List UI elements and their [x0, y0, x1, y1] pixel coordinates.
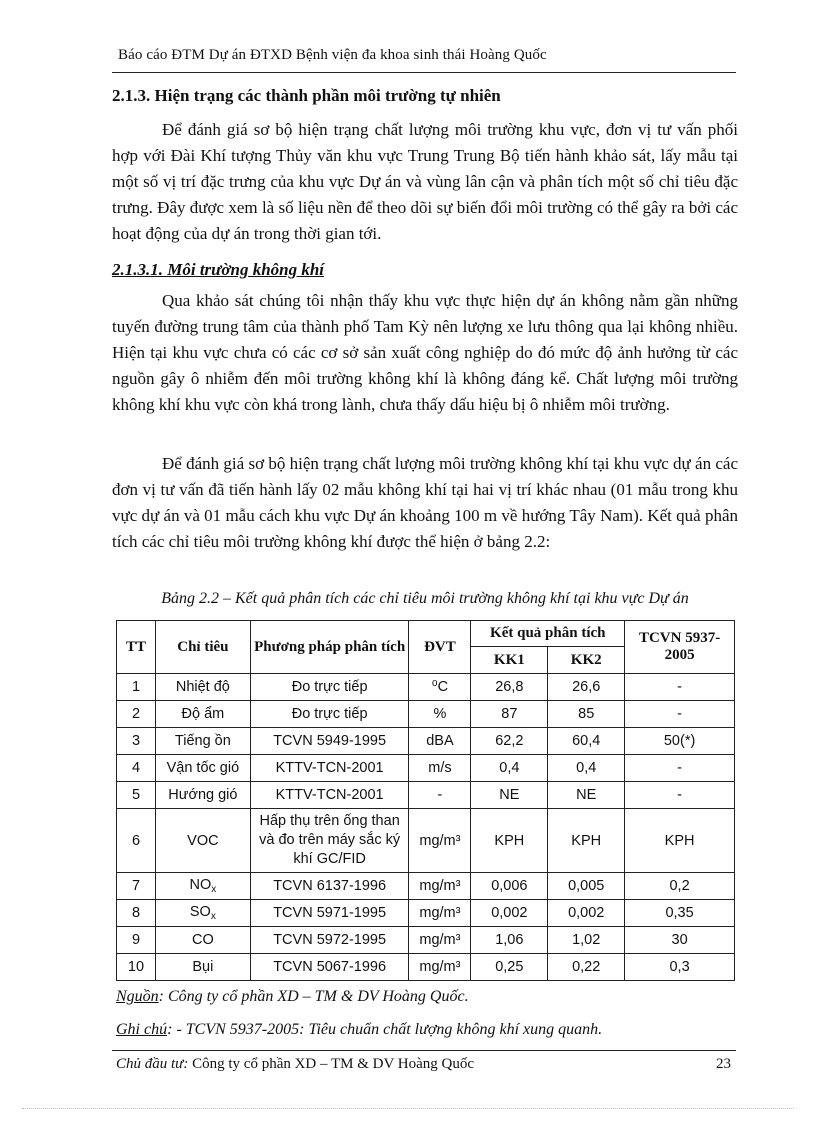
- cell-std: [625, 755, 735, 782]
- cell-tt: [117, 674, 156, 701]
- cell-kk1-text: 0,4: [499, 760, 520, 776]
- cell-unit-text: mg/m³: [419, 878, 461, 894]
- page-edge-dots: [22, 1108, 794, 1109]
- cell-method: [250, 755, 409, 782]
- header-kk1: KK1: [471, 647, 548, 674]
- header-tt: TT: [117, 621, 156, 674]
- cell-kk2: [548, 674, 625, 701]
- footer-company: Công ty cổ phần XD – TM & DV Hoàng Quốc: [188, 1056, 475, 1072]
- table-row: [117, 873, 735, 900]
- cell-kk2: [548, 809, 625, 873]
- cell-unit-text: m/s: [428, 760, 452, 776]
- cell-unit: [409, 701, 471, 728]
- cell-kk2: [548, 701, 625, 728]
- cell-kk2: [548, 873, 625, 900]
- cell-kk1: [471, 782, 548, 809]
- header-chitieu: Chỉ tiêu: [155, 621, 250, 674]
- cell-unit: [409, 809, 471, 873]
- cell-method-text: TCVN 6137-1996: [273, 878, 387, 894]
- cell-std: [625, 900, 735, 927]
- table-row: [117, 809, 735, 873]
- cell-tt: [117, 755, 156, 782]
- cell-unit-text: dBA: [426, 733, 454, 749]
- cell-name-subscript: x: [211, 884, 217, 895]
- cell-unit-text: %: [433, 706, 447, 722]
- cell-std: [625, 873, 735, 900]
- cell-method: [250, 674, 409, 701]
- table-row: [117, 755, 735, 782]
- table-row: [117, 927, 735, 954]
- cell-tt: [117, 728, 156, 755]
- cell-kk1: [471, 728, 548, 755]
- air-survey-paragraph: Qua khảo sát chúng tôi nhận thấy khu vực thực hiện dự án không nằm gần những tuyến đường trung tâm của thành phố Tam Kỳ nên lượng xe lưu thông qua lại không nhiều. Hiện tại khu vực chưa có các cơ sở sản xuất công nghiệp do đó mức độ ảnh hưởng từ các nguồn gây ô nhiễm đến môi trường không khí là không đáng kể. Chất lượng môi trường không khí khu vực còn khá trong lành, chưa thấy dấu hiệu bị ô nhiễm môi trường.: [112, 291, 738, 414]
- cell-kk2: [548, 900, 625, 927]
- cell-kk1: [471, 755, 548, 782]
- cell-kk1-text: 62,2: [495, 733, 524, 749]
- cell-name-subscript: x: [210, 911, 216, 922]
- cell-std: [625, 954, 735, 981]
- cell-method: [250, 701, 409, 728]
- cell-kk1: [471, 900, 548, 927]
- cell-std-text: 0,2: [669, 878, 690, 894]
- cell-name-text: Hướng gió: [168, 787, 238, 803]
- cell-method-text: TCVN 5971-1995: [273, 905, 387, 921]
- table-row: [117, 954, 735, 981]
- cell-name-text: Tiếng ồn: [174, 733, 231, 749]
- header-divider: [112, 72, 736, 73]
- cell-tt-text: 5: [131, 787, 141, 803]
- cell-kk1-text: KPH: [494, 832, 525, 849]
- source-text: : Công ty cổ phần XD – TM & DV Hoàng Quốc.: [158, 988, 469, 1005]
- source-note: [116, 988, 469, 1006]
- cell-tt-text: 4: [131, 760, 141, 776]
- cell-std-text: 0,3: [669, 959, 690, 975]
- remark-label: Ghi chú: [116, 1021, 168, 1038]
- cell-unit-text: mg/m³: [419, 905, 461, 921]
- cell-name: [155, 728, 250, 755]
- footer-divider: [112, 1050, 736, 1051]
- cell-tt-text: 7: [131, 878, 141, 894]
- cell-kk2-text: 85: [578, 706, 595, 722]
- table-row: [117, 728, 735, 755]
- page-number: 23: [716, 1056, 731, 1072]
- cell-kk2: [548, 728, 625, 755]
- footer-label: Chủ đầu tư:: [116, 1056, 189, 1072]
- cell-tt: [117, 954, 156, 981]
- cell-kk1-text: 0,25: [495, 959, 524, 975]
- cell-std-text: -: [677, 706, 682, 722]
- cell-kk1-text: 0,002: [491, 905, 528, 921]
- cell-name: [155, 782, 250, 809]
- cell-name: [155, 927, 250, 954]
- cell-name-text: Bụi: [192, 959, 214, 975]
- cell-unit: [409, 674, 471, 701]
- table-row: [117, 900, 735, 927]
- cell-tt: [117, 782, 156, 809]
- cell-tt: [117, 873, 156, 900]
- cell-kk2-text: 0,002: [568, 905, 605, 921]
- cell-kk1-text: 0,006: [491, 878, 528, 894]
- cell-method-text: Hấp thụ trên ống than và đo trên máy sắc ký khí GC/FID: [259, 813, 401, 867]
- cell-name-text: Vận tốc gió: [166, 760, 240, 776]
- sampling-paragraph: Để đánh giá sơ bộ hiện trạng chất lượng môi trường không khí tại khu vực dự án các đơn vị tư vấn đã tiến hành lấy 02 mẫu không khí tại hai vị trí khác nhau (01 mẫu trong khu vực dự án và 01 mẫu cách khu vực Dự án khoảng 100 m về hướng Tây Nam). Kết quả phân tích các chỉ tiêu môi trường không khí được thể hiện ở bảng 2.2:: [112, 454, 738, 551]
- cell-std: [625, 674, 735, 701]
- cell-method: [250, 900, 409, 927]
- cell-kk1: [471, 954, 548, 981]
- cell-unit: [409, 755, 471, 782]
- cell-kk2: [548, 782, 625, 809]
- cell-method-text: TCVN 5972-1995: [273, 932, 387, 948]
- cell-tt: [117, 809, 156, 873]
- cell-unit: [409, 873, 471, 900]
- cell-method: [250, 927, 409, 954]
- cell-std-text: -: [677, 787, 682, 803]
- cell-kk2-text: 0,22: [572, 959, 601, 975]
- cell-kk1: [471, 701, 548, 728]
- cell-tt-text: 8: [131, 905, 141, 921]
- cell-unit-text: mg/m³: [419, 832, 461, 849]
- cell-kk1-text: 87: [501, 706, 518, 722]
- table-row: [117, 701, 735, 728]
- cell-std-text: -: [677, 679, 682, 695]
- cell-name: [155, 809, 250, 873]
- header-tcvn: TCVN 5937-2005: [625, 621, 735, 674]
- cell-tt-text: 3: [131, 733, 141, 749]
- cell-std: [625, 809, 735, 873]
- cell-unit-text: -: [437, 787, 443, 803]
- cell-unit: [409, 728, 471, 755]
- cell-unit: [409, 954, 471, 981]
- cell-kk1: [471, 809, 548, 873]
- cell-method-text: KTTV-TCN-2001: [275, 787, 384, 803]
- cell-name-text: Nhiệt độ: [175, 679, 230, 695]
- cell-name-text: VOC: [187, 832, 219, 849]
- cell-kk1: [471, 927, 548, 954]
- cell-unit-text: mg/m³: [419, 932, 461, 948]
- cell-kk2-text: 60,4: [572, 733, 601, 749]
- intro-paragraph: Để đánh giá sơ bộ hiện trạng chất lượng môi trường khu vực, đơn vị tư vấn phối hợp với Đài Khí tượng Thủy văn khu vực Trung Trung Bộ tiến hành khảo sát, lấy mẫu tại một số vị trí đặc trưng của khu vực Dự án và vùng lân cận và phân tích một số chỉ tiêu đặc trưng. Đây được xem là số liệu nền để theo dõi sự biến đổi môi trường có thể gây ra bởi các hoạt động của dự án trong thời gian tới.: [112, 120, 738, 243]
- cell-name: [155, 873, 250, 900]
- cell-kk2-text: KPH: [571, 832, 602, 849]
- cell-name: [155, 755, 250, 782]
- cell-name: [155, 701, 250, 728]
- cell-method: [250, 954, 409, 981]
- air-quality-table: [116, 620, 735, 981]
- cell-kk2-text: NE: [576, 787, 597, 803]
- cell-tt-text: 6: [131, 832, 141, 849]
- header-unit: ĐVT: [409, 621, 471, 674]
- header-method: Phương pháp phân tích: [250, 621, 409, 674]
- cell-tt-text: 10: [127, 959, 145, 975]
- cell-method-text: TCVN 5067-1996: [273, 959, 387, 975]
- table-caption: Bảng 2.2 – Kết quả phân tích các chỉ tiêu môi trường không khí tại khu vực Dự án: [161, 590, 689, 607]
- cell-std: [625, 701, 735, 728]
- cell-name-text: NO: [189, 877, 212, 893]
- cell-unit: [409, 927, 471, 954]
- cell-kk2-text: 1,02: [572, 932, 601, 948]
- cell-method: [250, 873, 409, 900]
- cell-kk1-text: NE: [499, 787, 520, 803]
- cell-unit-text: ⁰C: [431, 679, 449, 695]
- cell-method-text: Đo trực tiếp: [291, 679, 368, 695]
- cell-kk2: [548, 927, 625, 954]
- remark-text: : - TCVN 5937-2005: Tiêu chuẩn chất lượng không khí xung quanh.: [167, 1021, 603, 1038]
- cell-std-text: 0,35: [665, 905, 694, 921]
- cell-unit-text: mg/m³: [419, 959, 461, 975]
- cell-kk2-text: 26,6: [572, 679, 601, 695]
- cell-std-text: 30: [671, 932, 688, 948]
- cell-std-text: KPH: [664, 832, 695, 849]
- cell-kk1: [471, 873, 548, 900]
- cell-name-text: SO: [189, 904, 211, 920]
- cell-std-text: 50(*): [663, 733, 696, 749]
- cell-method: [250, 809, 409, 873]
- cell-kk2-text: 0,4: [576, 760, 597, 776]
- table-row: [117, 782, 735, 809]
- cell-kk1-text: 1,06: [495, 932, 524, 948]
- cell-method: [250, 782, 409, 809]
- page-header: Báo cáo ĐTM Dự án ĐTXD Bệnh viện đa khoa sinh thái Hoàng Quốc: [118, 47, 547, 63]
- remark-note: [116, 1021, 602, 1039]
- source-label: Nguồn: [116, 988, 159, 1005]
- cell-std: [625, 927, 735, 954]
- cell-tt-text: 2: [131, 706, 141, 722]
- subsection-heading: 2.1.3.1. Môi trường không khí: [112, 260, 325, 279]
- cell-name-text: CO: [192, 932, 214, 948]
- cell-name: [155, 900, 250, 927]
- cell-tt: [117, 701, 156, 728]
- cell-kk2: [548, 755, 625, 782]
- cell-kk1: [471, 674, 548, 701]
- cell-name: [155, 674, 250, 701]
- cell-name-text: Độ ẩm: [181, 706, 225, 722]
- footer-owner: [116, 1056, 474, 1073]
- header-result: Kết quả phân tích: [471, 621, 625, 647]
- cell-method-text: Đo trực tiếp: [291, 706, 368, 722]
- cell-kk2-text: 0,005: [568, 878, 605, 894]
- cell-kk2: [548, 954, 625, 981]
- cell-method-text: KTTV-TCN-2001: [275, 760, 384, 776]
- cell-std: [625, 782, 735, 809]
- cell-kk1-text: 26,8: [495, 679, 524, 695]
- cell-std: [625, 728, 735, 755]
- cell-name: [155, 954, 250, 981]
- cell-tt: [117, 900, 156, 927]
- cell-method: [250, 728, 409, 755]
- cell-tt-text: 9: [131, 932, 141, 948]
- cell-unit: [409, 900, 471, 927]
- header-kk2: KK2: [548, 647, 625, 674]
- table-row: [117, 674, 735, 701]
- cell-tt: [117, 927, 156, 954]
- cell-std-text: -: [677, 760, 682, 776]
- cell-tt-text: 1: [131, 679, 141, 695]
- cell-unit: [409, 782, 471, 809]
- cell-method-text: TCVN 5949-1995: [273, 733, 387, 749]
- section-heading: 2.1.3. Hiện trạng các thành phần môi trường tự nhiên: [112, 86, 501, 105]
